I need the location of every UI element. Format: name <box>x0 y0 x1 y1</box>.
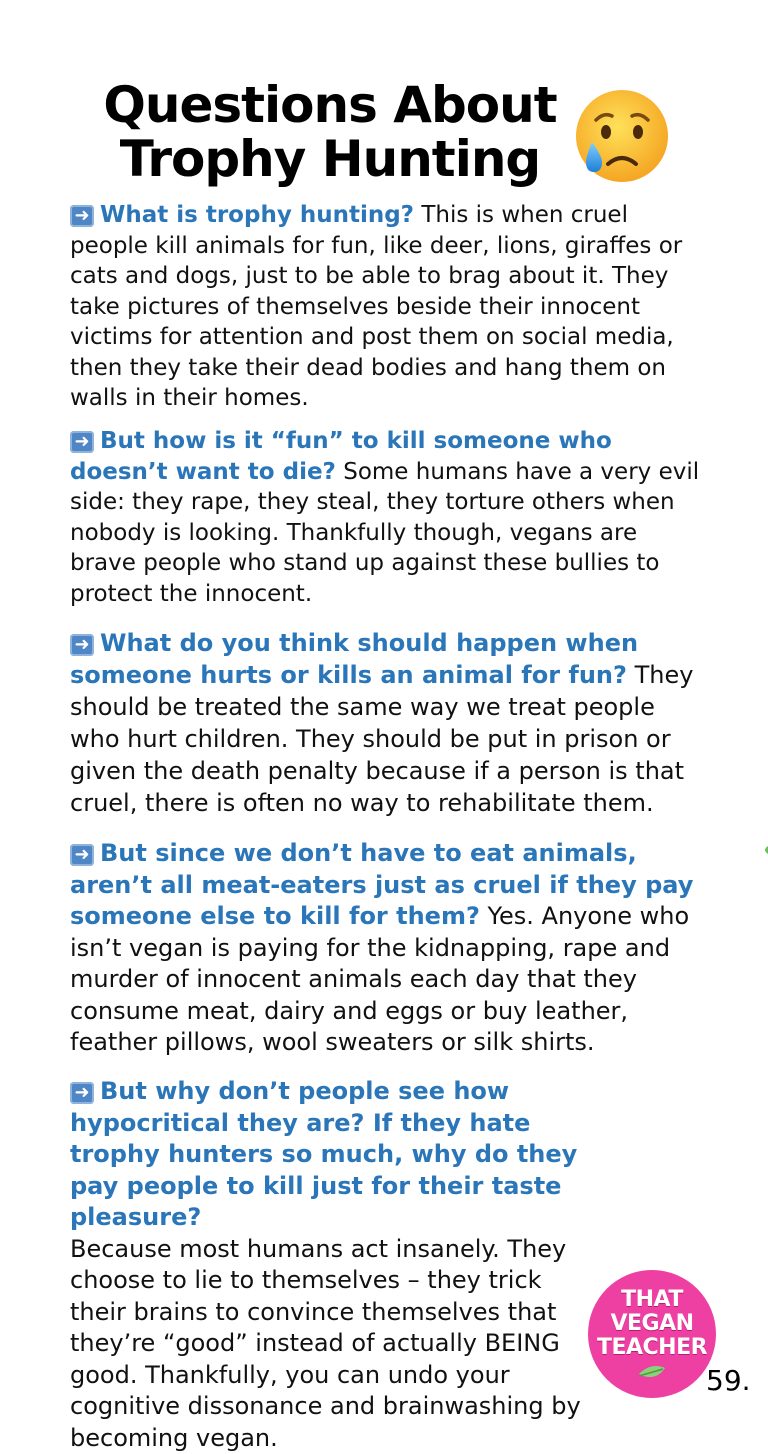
question-3: What do you think should happen when someone hurts or kills an animal for fun? <box>70 629 639 689</box>
badge-line-3: TEACHER <box>596 1335 708 1360</box>
answer-3: They should be treated the same way we treat people who hurt children. They should be put in prison or given the death penalty because if a person is that cruel, there is often no way to rehabilitate them. <box>70 661 694 817</box>
leaf-fragment-icon <box>762 846 768 854</box>
qa-item-4 <box>70 838 710 1059</box>
question-4: But since we don’t have to eat animals, aren’t all meat-eaters just as cruel if they pay someone else to kill for them? <box>70 839 694 930</box>
right-arrow-icon: ➜ <box>70 844 94 866</box>
qa-item-5 <box>70 1076 600 1454</box>
right-arrow-icon: ➜ <box>70 205 94 227</box>
question-5: But why don’t people see how hypocritical they are? If they hate trophy hunters so much, why do they pay people to kill just for their taste pleasure? <box>70 1077 578 1231</box>
badge-line-2: VEGAN <box>610 1311 694 1336</box>
title-line-2: Trophy Hunting <box>119 130 541 188</box>
crying-face-icon <box>570 86 670 186</box>
qa-item-2 <box>70 426 710 609</box>
qa-item-1 <box>70 200 710 414</box>
page-number: 59. <box>706 1364 751 1397</box>
right-arrow-icon: ➜ <box>70 431 94 453</box>
answer-5: Because most humans act insanely. They choose to lie to themselves – they trick their brains to convince themselves that they’re “good” instead of actually BEING good. Thankfully, you can undo your cognitive dissonance and brainwashing by becoming vegan. <box>70 1234 581 1452</box>
qa-item-3 <box>70 627 710 819</box>
right-arrow-icon: ➜ <box>70 1082 94 1104</box>
right-arrow-icon: ➜ <box>70 634 94 656</box>
answer-4: Yes. Anyone who isn’t vegan is paying for the kidnapping, rape and murder of innocent animals each day that they consume meat, dairy and eggs or buy leather, feather pillows, wool sweaters or silk shirts. <box>70 902 690 1056</box>
page-title <box>70 78 590 186</box>
question-1: What is trophy hunting? <box>100 202 415 228</box>
badge-line-1: THAT <box>621 1287 683 1312</box>
that-vegan-teacher-badge <box>588 1270 716 1398</box>
answer-2: Some humans have a very evil side: they rape, they steal, they torture others when nobody is looking. Thankfully though, vegans are brave people who stand up against these bullies to protect the innocent. <box>70 458 700 607</box>
leaf-icon <box>637 1364 667 1380</box>
answer-1: This is when cruel people kill animals for fun, like deer, lions, giraffes or cats and dogs, just to be able to brag about it. They take pictures of themselves beside their innocent victims for attention and post them on social media, then they take their dead bodies and hang them on walls in their homes. <box>70 202 683 411</box>
title-line-1: Questions About <box>103 76 557 134</box>
question-2: But how is it “fun” to kill someone who doesn’t want to die? <box>70 428 612 485</box>
